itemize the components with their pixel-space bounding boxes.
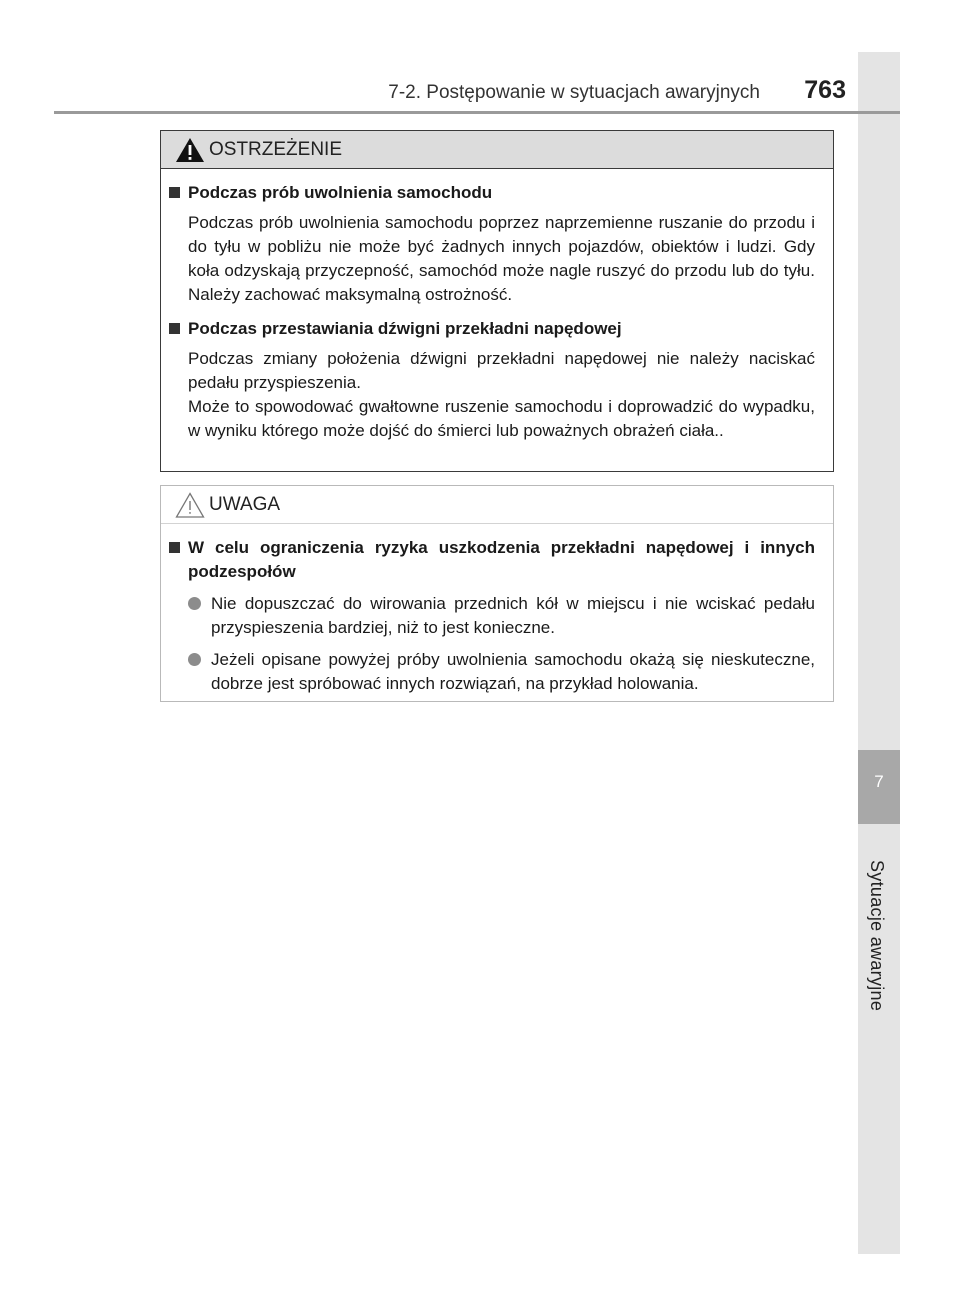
- notice-item-title: [169, 536, 815, 584]
- warning-triangle-outline-icon: [175, 492, 205, 518]
- warning-triangle-filled-icon: [175, 137, 205, 163]
- page-header: [54, 70, 900, 114]
- warning-body: [161, 169, 833, 443]
- square-bullet-icon: [169, 542, 180, 553]
- notice-header: [161, 486, 833, 524]
- warning-item-text: [169, 347, 815, 443]
- square-bullet-icon: [169, 323, 180, 334]
- notice-body: [161, 524, 833, 696]
- notice-bullet: [169, 648, 815, 696]
- warning-item-title-text: Podczas przestawiania dźwigni przekładni napędowej: [188, 319, 622, 338]
- warning-header: [161, 131, 833, 169]
- round-bullet-icon: [188, 597, 201, 610]
- warning-title: OSTRZEŻENIE: [209, 138, 343, 160]
- chapter-tab: [858, 750, 900, 824]
- chapter-label: Sytuacje awaryjne: [867, 860, 887, 1012]
- notice-box: [160, 485, 834, 702]
- warning-item-title-text: Podczas prób uwolnienia samochodu: [188, 183, 493, 202]
- warning-paragraph: Może to spowodować gwałtowne ruszenie samochodu i doprowadzić do wypadku, w wyniku którego może dojść do śmierci lub poważnych obrażeń ciała..: [188, 397, 815, 440]
- notice-bullet-text: Nie dopuszczać do wirowania przednich kół w miejscu i nie wciskać pedału przyspieszenia bardziej, niż to jest konieczne.: [211, 594, 815, 637]
- section-title: 7-2. Postępowanie w sytuacjach awaryjnych: [388, 82, 760, 103]
- warning-paragraph: Podczas zmiany położenia dźwigni przekładni napędowej nie należy naciskać pedału przyspieszenia.: [188, 349, 815, 392]
- notice-item-title-text: W celu ograniczenia ryzyka uszkodzenia przekładni napędowej i innych podzespołów: [188, 538, 815, 581]
- warning-paragraph: Podczas prób uwolnienia samochodu poprzez naprzemienne ruszanie do przodu i do tyłu w pobliżu nie może być żadnych innych pojazdów, obiektów i ludzi. Gdy koła odzyskają przyczepność, samochód może nagle ruszyć do przodu lub do tyłu. Należy zachować maksymalną ostrożność.: [188, 213, 815, 304]
- page-number: 763: [804, 76, 846, 104]
- square-bullet-icon: [169, 187, 180, 198]
- warning-item-title: [169, 181, 815, 205]
- side-strip: [858, 52, 900, 1254]
- notice-title: UWAGA: [209, 493, 281, 515]
- chapter-number: 7: [874, 772, 884, 791]
- round-bullet-icon: [188, 653, 201, 666]
- warning-box: [160, 130, 834, 472]
- notice-bullet: [169, 592, 815, 640]
- warning-item-text: [169, 211, 815, 307]
- notice-bullet-text: Jeżeli opisane powyżej próby uwolnienia samochodu okażą się nieskuteczne, dobrze jest spróbować innych rozwiązań, na przykład holowania.: [211, 650, 815, 693]
- warning-item-title: [169, 317, 815, 341]
